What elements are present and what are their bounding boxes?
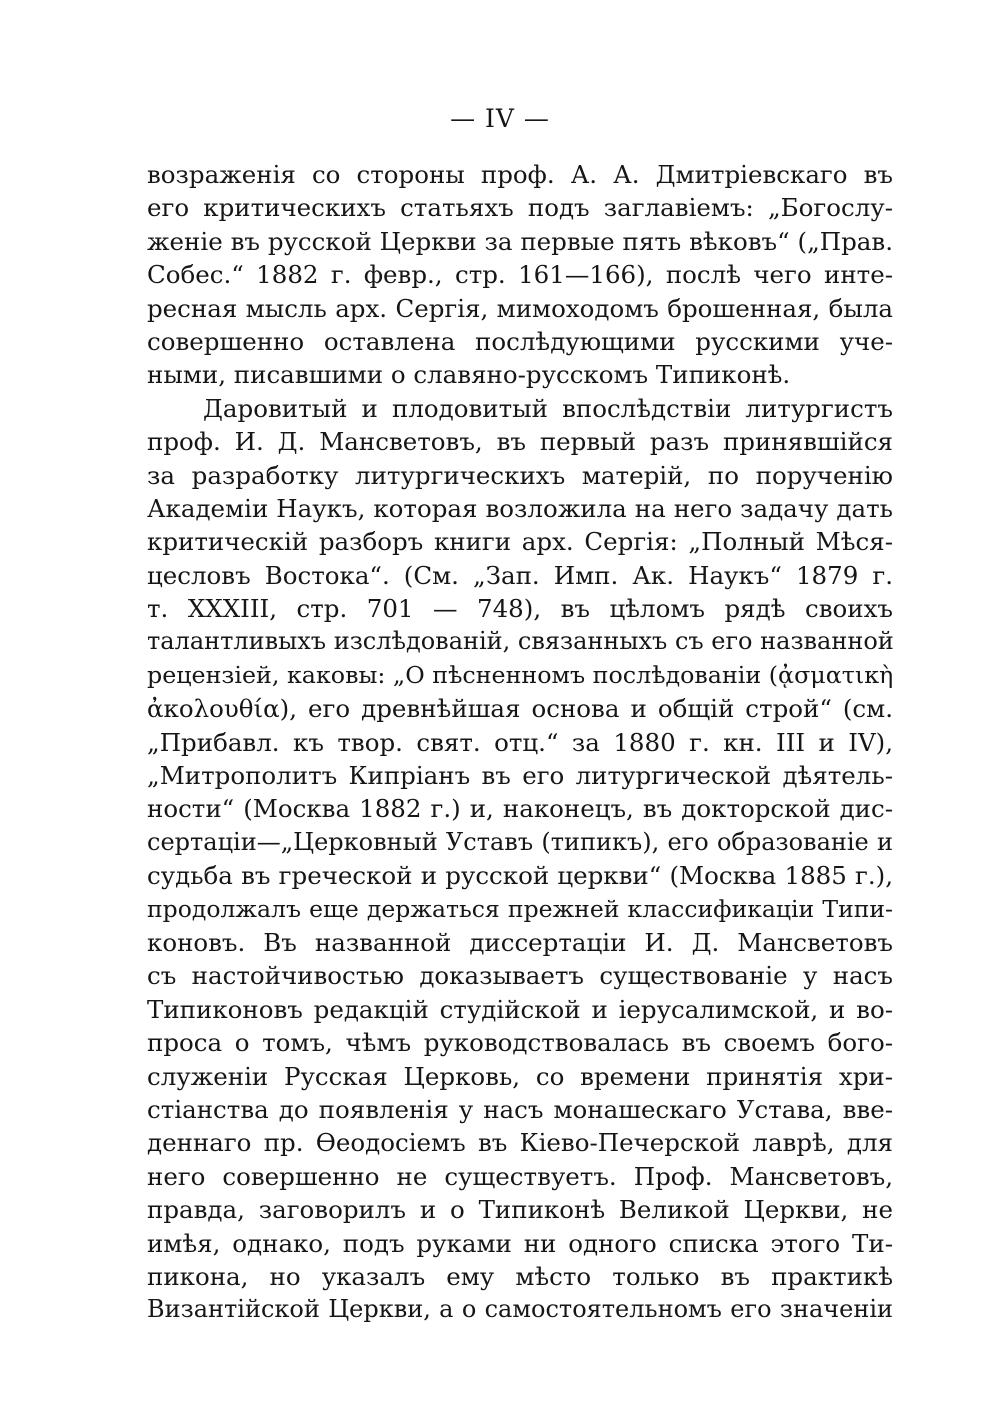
text-line: проса о томъ, чѣмъ руководствовалась въ своемъ бого- [147, 1028, 893, 1058]
text-line: совершенно оставлена послѣдующими русскими уче- [147, 326, 893, 356]
text-line: деннаго пр. Ѳеодосіемъ въ Кіево-Печерской лаврѣ, для [147, 1128, 893, 1158]
text-line: Византійской Церкви, а о самостоятельномъ его значеніи [147, 1295, 893, 1324]
page-number: — IV — [450, 104, 550, 133]
text-line: рецензіей, каковы: „О пѣсненномъ послѣдованіи (ᾀσματικὴ [147, 660, 894, 689]
text-line: Академіи Наукъ, которая возложила на него задачу дать [147, 493, 893, 523]
text-line: служеніи Русская Церковь, со времени принятія хри- [147, 1061, 893, 1091]
text-line: продолжалъ еще держаться прежней классификаціи Типи- [147, 894, 893, 923]
text-line: возраженія со стороны проф. А. А. Дмитріевскаго въ [147, 160, 893, 189]
text-line: его критическихъ статьяхъ подъ заглавіемъ: „Богослу- [147, 193, 893, 223]
text-line: цесловъ Востока“. (См. „Зап. Имп. Ак. Наукъ“ 1879 г. [147, 560, 893, 590]
text-line: талантливыхъ изслѣдованій, связанныхъ съ его названной [147, 627, 894, 656]
text-line: критическій разборъ книги арх. Сергія: „Полный Мѣся- [147, 527, 893, 557]
text-line: ресная мысль арх. Сергія, мимоходомъ брошенная, была [147, 293, 893, 323]
text-line: проф. И. Д. Мансветовъ, въ первый разъ принявшійся [147, 427, 893, 457]
paragraph-last-line: ными, писавшими о славяно-русскомъ Типиконѣ. [147, 360, 791, 390]
text-line: него совершенно не существуетъ. Проф. Мансветовъ, [147, 1161, 893, 1191]
text-line: за разработку литургическихъ матерій, по порученію [147, 460, 893, 490]
text-line: коновъ. Въ названной диссертаціи И. Д. Мансветовъ [147, 927, 893, 957]
paragraph-first-line: Даровитый и плодовитый впослѣдствіи литургистъ [203, 393, 893, 423]
body-text [147, 158, 893, 1327]
text-line: съ настойчивостью доказываетъ существованіе у насъ [147, 961, 893, 991]
text-line: „Митрополитъ Кипріанъ въ его литургической дѣятель- [147, 761, 893, 791]
text-line: „Прибавл. къ твор. свят. отц.“ за 1880 г. кн. III и IV), [147, 727, 893, 757]
text-line: судьба въ греческой и русской церкви“ (Москва 1885 г.), [147, 861, 893, 891]
text-line: пикона, но указалъ ему мѣсто только въ практикѣ [147, 1261, 893, 1291]
text-line: ἀκολουθία), его древнѣйшая основа и общій строй“ (см. [147, 694, 893, 724]
text-line: сертаціи—„Церковный Уставъ (типикъ), его образованіе и [147, 827, 893, 856]
text-line: имѣя, однако, подъ руками ни одного списка этого Ти- [147, 1228, 893, 1258]
text-line: стіанства до появленія у насъ монашескаго Устава, вве- [147, 1094, 893, 1124]
text-line: Собес.“ 1882 г. февр., стр. 161—166), послѣ чего инте- [147, 260, 893, 290]
text-line: т. XXXIII, стр. 701 — 748), въ цѣломъ рядѣ своихъ [147, 594, 893, 624]
text-line: женіе въ русской Церкви за первые пять вѣковъ“ („Прав. [147, 226, 893, 256]
text-line: Типиконовъ редакцій студійской и іерусалимской, и во- [147, 994, 893, 1024]
text-line: ности“ (Москва 1882 г.) и, наконецъ, въ докторской дис- [147, 794, 893, 824]
text-line: правда, заговорилъ и о Типиконѣ Великой Церкви, не [147, 1195, 893, 1225]
